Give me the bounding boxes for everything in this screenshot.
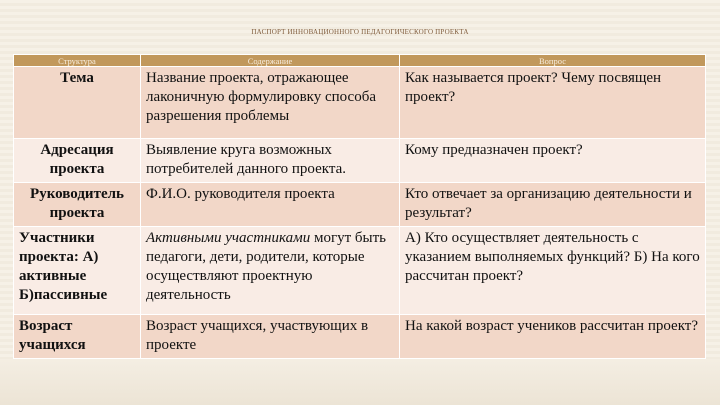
cell-question: На какой возраст учеников рассчитан проект? <box>400 315 706 359</box>
cell-question: Кто отвечает за организацию деятельности и результат? <box>400 183 706 227</box>
table-row <box>14 183 706 227</box>
cell-content: Название проекта, отражающее лаконичную формулировку способа разрешения проблемы <box>141 67 400 139</box>
cell-question: Кому предназначен проект? <box>400 139 706 183</box>
cell-content <box>141 227 400 315</box>
cell-question: А) Кто осуществляет деятельность с указанием выполняемых функций? Б) На кого рассчитан проект? <box>400 227 706 315</box>
cell-content: Возраст учащихся, участвующих в проекте <box>141 315 400 359</box>
cell-structure: Возраст учащихся <box>14 315 141 359</box>
cell-question: Как называется проект? Чему посвящен проект? <box>400 67 706 139</box>
cell-structure: Руководитель проекта <box>14 183 141 227</box>
table-header-row <box>14 55 706 67</box>
cell-structure: Тема <box>14 67 141 139</box>
table-row <box>14 315 706 359</box>
content-emphasis: Активными участниками <box>146 230 311 246</box>
header-content: Содержание <box>141 55 400 67</box>
table-row <box>14 139 706 183</box>
table-row <box>14 227 706 315</box>
header-question: Вопрос <box>400 55 706 67</box>
cell-structure: Участники проекта: А) активные Б)пассивные <box>14 227 141 315</box>
cell-structure: Адресация проекта <box>14 139 141 183</box>
cell-content: Выявление круга возможных потребителей данного проекта. <box>141 139 400 183</box>
content-rest: могут быть педагоги, дети, родители, которые осуществляют проектную деятельность <box>146 230 387 303</box>
slide-title: ПАСПОРТ ИННОВАЦИОННОГО ПЕДАГОГИЧЕСКОГО ПРОЕКТА <box>251 28 469 36</box>
project-passport-table <box>13 54 706 359</box>
cell-content: Ф.И.О. руководителя проекта <box>141 183 400 227</box>
slide-bottom-band <box>0 359 720 405</box>
table-row <box>14 67 706 139</box>
header-structure: Структура <box>14 55 141 67</box>
